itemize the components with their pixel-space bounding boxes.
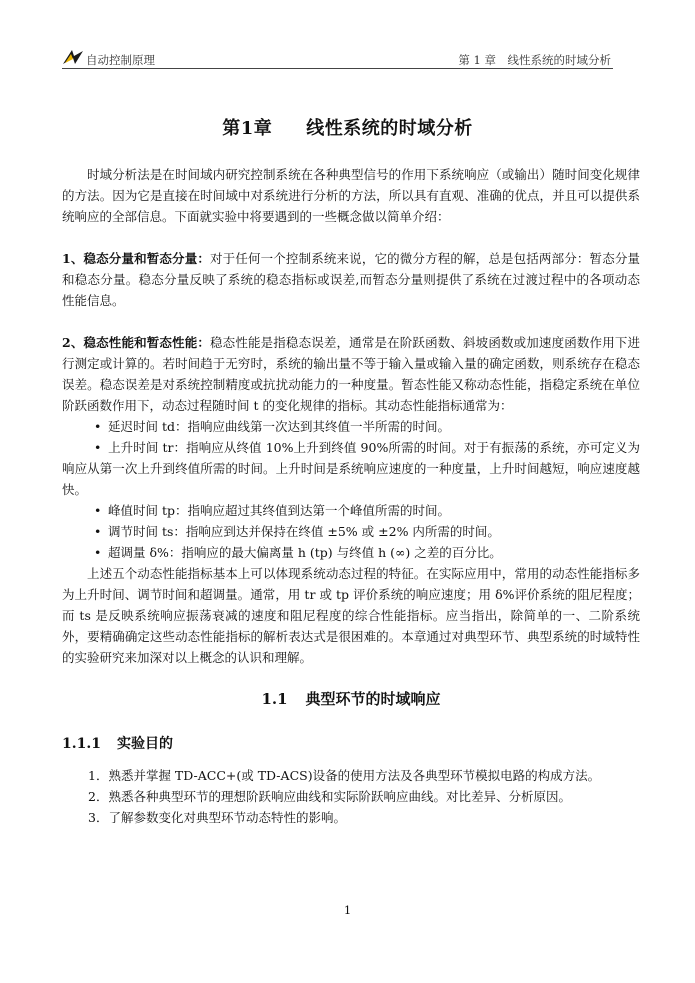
objective-item [62,786,640,807]
chapter-number: 第1章 [222,118,273,139]
concept-1-text: 对于任何一个控制系统来说，它的微分方程的解，总是包括两部分：暂态分量和稳态分量。稳态分量反映了系统的稳态指标或误差,而暂态分量则提供了系统在过渡过程中的各项动态性能信息。 [62,251,640,308]
bullet-text: 调节时间 ts：指响应到达并保持在终值 ±5% 或 ±2% 内所需的时间。 [108,524,500,539]
concept-2-text: 稳态性能是指稳态误差，通常是在阶跃函数、斜坡函数或加速度函数作用下进行测定或计算的。若时间趋于无穷时，系统的输出量不等于输入量或输入量的确定函数，则系统存在稳态误差。稳态误差是对系统控制精度或抗扰动能力的一种度量。暂态性能又称动态性能，指稳定系统在单位阶跃函数作用下，动态过程随时间 t 的变化规律的指标。其动态性能指标通常为： [62,335,640,413]
header-chapter-ref: 第 1 章 线性系统的时域分析 [458,53,611,67]
subsection-number: 1.1.1 [62,736,101,752]
objective-text: 熟悉并掌握 TD-ACC+(或 TD-ACS)设备的使用方法及各典型环节模拟电路的构成方法。 [108,768,601,783]
chapter-title-text: 线性系统的时域分析 [306,118,473,139]
bullet-item [62,500,640,521]
bullet-item [62,542,640,563]
objective-number: 1． [88,768,109,783]
objective-item [62,807,640,828]
objective-text: 熟悉各种典型环节的理想阶跃响应曲线和实际阶跃响应曲线。对比差异、分析原因。 [108,789,571,804]
objective-number: 2． [88,789,109,804]
concept-2-lead: 2、稳态性能和暂态性能： [62,335,211,350]
section-heading [62,689,640,710]
intro-paragraph: 时域分析法是在时间域内研究控制系统在各种典型信号的作用下系统响应（或输出）随时间变化规律的方法。因为它是直接在时间域中对系统进行分析的方法，所以具有直观、准确的优点，并且可以提供系统响应的全部信息。下面就实验中将要遇到的一些概念做以简单介绍： [62,167,640,224]
bullet-dot: • [94,440,102,455]
bullet-text: 上升时间 tr：指响应从终值 10%上升到终值 90%所需的时间。对于有振荡的系统，亦可定义为响应从第一次上升到终值所需的时间。上升时间是系统响应速度的一种度量，上升时间越短，响应速度越快。 [62,440,640,497]
subsection-heading [62,734,640,755]
page-number: 1 [343,903,352,917]
chapter-title [0,114,695,140]
bullet-dot: • [94,524,102,539]
bullet-text: 延迟时间 td：指响应曲线第一次达到其终值一半所需的时间。 [108,419,450,434]
bullet-dot: • [94,503,102,518]
page-header [62,46,613,69]
objective-item [62,765,640,786]
bullet-dot: • [94,545,102,560]
bullet-text: 峰值时间 tp：指响应超过其终值到达第一个峰值所需的时间。 [108,503,450,518]
concept-1-paragraph [62,248,640,311]
section-title-text: 典型环节的时域响应 [305,690,441,708]
concept-1-lead: 1、稳态分量和暂态分量： [62,251,211,266]
subsection-title-text: 实验目的 [116,736,173,752]
publisher-logo-icon [62,48,84,66]
section-number: 1.1 [261,690,288,708]
summary-paragraph: 上述五个动态性能指标基本上可以体现系统动态过程的特征。在实际应用中，常用的动态性能指标多为上升时间、调节时间和超调量。通常，用 tr 或 tp 评价系统的响应速度；用 δ%评价系统的阻尼程度；而 ts 是反映系统响应振荡衰减的速度和阻尼程度的综合性能指标。应当指出，除简单的一、二阶系统外，要精确确定这些动态性能指标的解析表达式是很困难的。本章通过对典型环节、典型系统的时域特性的实验研究来加深对以上概念的认识和理解。 [62,566,640,665]
page-body [62,164,640,828]
bullet-item [62,416,640,437]
bullet-item [62,521,640,542]
objective-text: 了解参数变化对典型环节动态特性的影响。 [108,810,346,825]
objective-number: 3． [88,810,109,825]
bullet-item-rise-time [62,437,640,500]
bullet-text: 超调量 δ%：指响应的最大偏离量 h (tp) 与终值 h (∞) 之差的百分比。 [108,545,502,560]
concept-2-paragraph [62,332,640,416]
bullet-dot: • [94,419,102,434]
header-book-title: 自动控制原理 [86,53,155,67]
